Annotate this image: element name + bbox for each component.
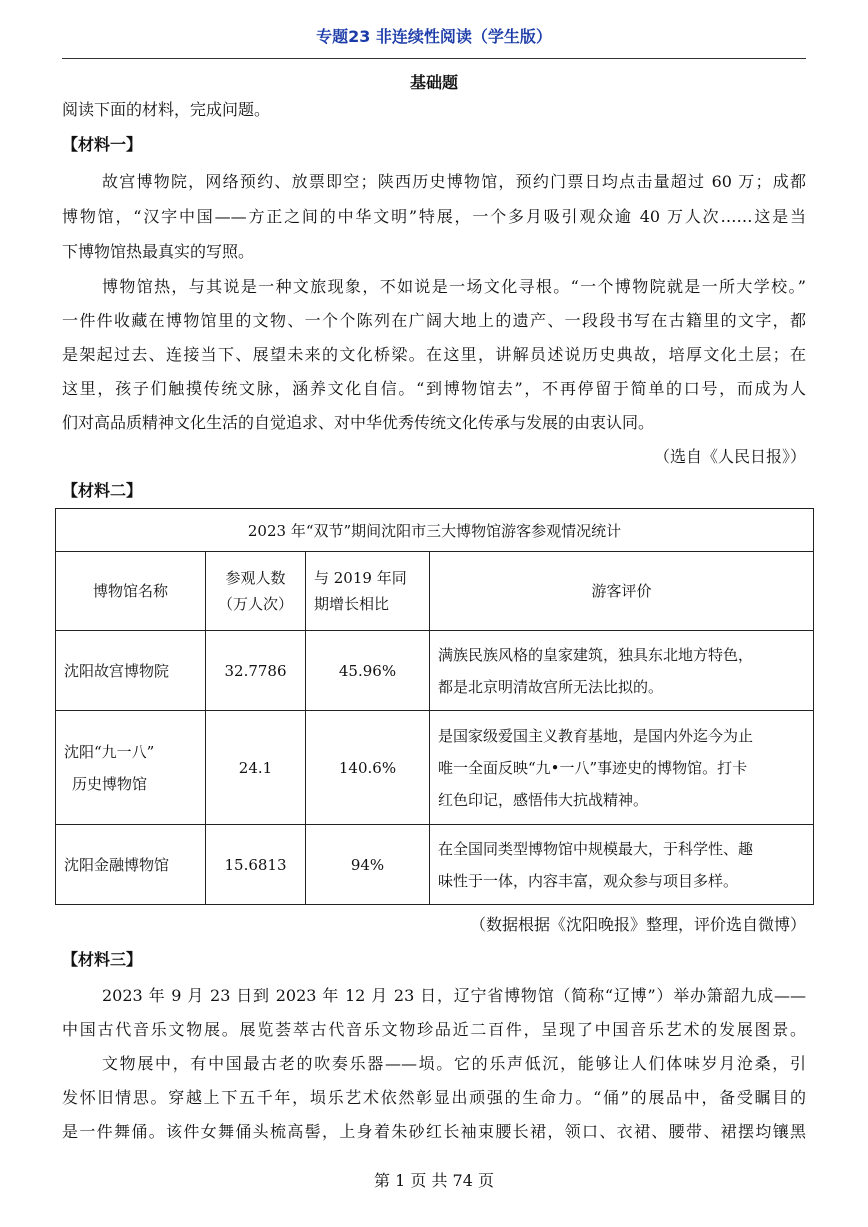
column-header: 参观人数 （万人次） — [206, 552, 306, 631]
material1-line: 博物馆热，与其说是一种文旅现象，不如说是一场文化寻根。“一个博物院就是一所大学校。” — [102, 277, 806, 296]
material1-line: 博物馆，“汉字中国——方正之间的中华文明”特展，一个多月吸引观众逾 40 万人次……这是当 — [62, 207, 806, 226]
growth-rate: 94% — [306, 825, 430, 905]
museum-name: 沈阳金融博物馆 — [56, 825, 206, 905]
material3-label: 【材料三】 — [62, 950, 143, 969]
material1-line: 是架起过去、连接当下、展望未来的文化桥梁。在这里，讲解员述说历史典故，培厚文化土层；在 — [62, 345, 806, 364]
visitor-review: 是国家级爱国主义教育基地，是国内外迄今为止 唯一全面反映“九•一八”事迹史的博物馆。打卡 红色印记，感悟伟大抗战精神。 — [430, 711, 814, 825]
material3-line: 文物展中，有中国最古老的吹奏乐器——埙。它的乐声低沉，能够让人们体味岁月沧桑，引 — [102, 1054, 806, 1073]
table-row — [56, 825, 814, 905]
instruction-text: 阅读下面的材料，完成问题。 — [62, 100, 271, 119]
visitor-count: 15.6813 — [206, 825, 306, 905]
header-divider — [62, 58, 806, 59]
museum-name: 沈阳故宫博物院 — [56, 631, 206, 711]
material1-line: 们对高品质精神文化生活的自觉追求、对中华优秀传统文化传承与发展的由衷认同。 — [62, 413, 655, 432]
table-row — [56, 711, 814, 825]
material3-line: 2023 年 9 月 23 日到 2023 年 12 月 23 日，辽宁省博物馆（简称“辽博”）举办箫韶九成—— — [102, 986, 806, 1005]
table-caption-row — [56, 509, 814, 552]
visitor-review: 满族民族风格的皇家建筑，独具东北地方特色， 都是北京明清故宫所无法比拟的。 — [430, 631, 814, 711]
page-header-title: 专题23 非连续性阅读（学生版） — [316, 27, 552, 46]
material1-line: 下博物馆热最真实的写照。 — [62, 242, 255, 261]
section-subtitle: 基础题 — [409, 73, 458, 92]
material1-label: 【材料一】 — [62, 135, 143, 154]
material2-source: （数据根据《沈阳晚报》整理，评价选自微博） — [469, 915, 806, 934]
table-header-row — [56, 552, 814, 631]
page-footer: 第 1 页 共 74 页 — [374, 1171, 494, 1190]
table-row — [56, 631, 814, 711]
material1-source: （选自《人民日报》） — [653, 447, 806, 466]
material3-line: 是一件舞俑。该件女舞俑头梳高髻，上身着朱砂红长袖束腰长裙，领口、衣裙、腰带、裙摆均镶黑 — [62, 1122, 806, 1141]
visitor-review: 在全国同类型博物馆中规模最大，于科学性、趣 味性于一体，内容丰富，观众参与项目多样。 — [430, 825, 814, 905]
material1-line: 故宫博物院，网络预约、放票即空；陕西历史博物馆，预约门票日均点击量超过 60 万；成都 — [102, 172, 806, 191]
material3-line: 中国古代音乐文物展。展览荟萃古代音乐文物珍品近二百件，呈现了中国音乐艺术的发展图景。 — [62, 1020, 806, 1039]
column-header: 博物馆名称 — [56, 552, 206, 631]
material2-label: 【材料二】 — [62, 481, 143, 500]
table-caption: 2023 年“双节”期间沈阳市三大博物馆游客参观情况统计 — [56, 509, 814, 552]
column-header: 与 2019 年同 期增长相比 — [306, 552, 430, 631]
column-header: 游客评价 — [430, 552, 814, 631]
material1-line: 这里，孩子们触摸传统文脉，涵养文化自信。“到博物馆去”，不再停留于简单的口号，而成为人 — [62, 379, 806, 398]
visitor-count: 24.1 — [206, 711, 306, 825]
museum-name: 沈阳“九一八” 历史博物馆 — [56, 711, 206, 825]
museum-stats-table — [55, 508, 814, 905]
growth-rate: 45.96% — [306, 631, 430, 711]
material1-line: 一件件收藏在博物馆里的文物、一个个陈列在广阔大地上的遗产、一段段书写在古籍里的文字，都 — [62, 311, 806, 330]
visitor-count: 32.7786 — [206, 631, 306, 711]
material3-line: 发怀旧情思。穿越上下五千年，埙乐艺术依然彰显出顽强的生命力。“俑”的展品中，备受瞩目的 — [62, 1088, 806, 1107]
growth-rate: 140.6% — [306, 711, 430, 825]
